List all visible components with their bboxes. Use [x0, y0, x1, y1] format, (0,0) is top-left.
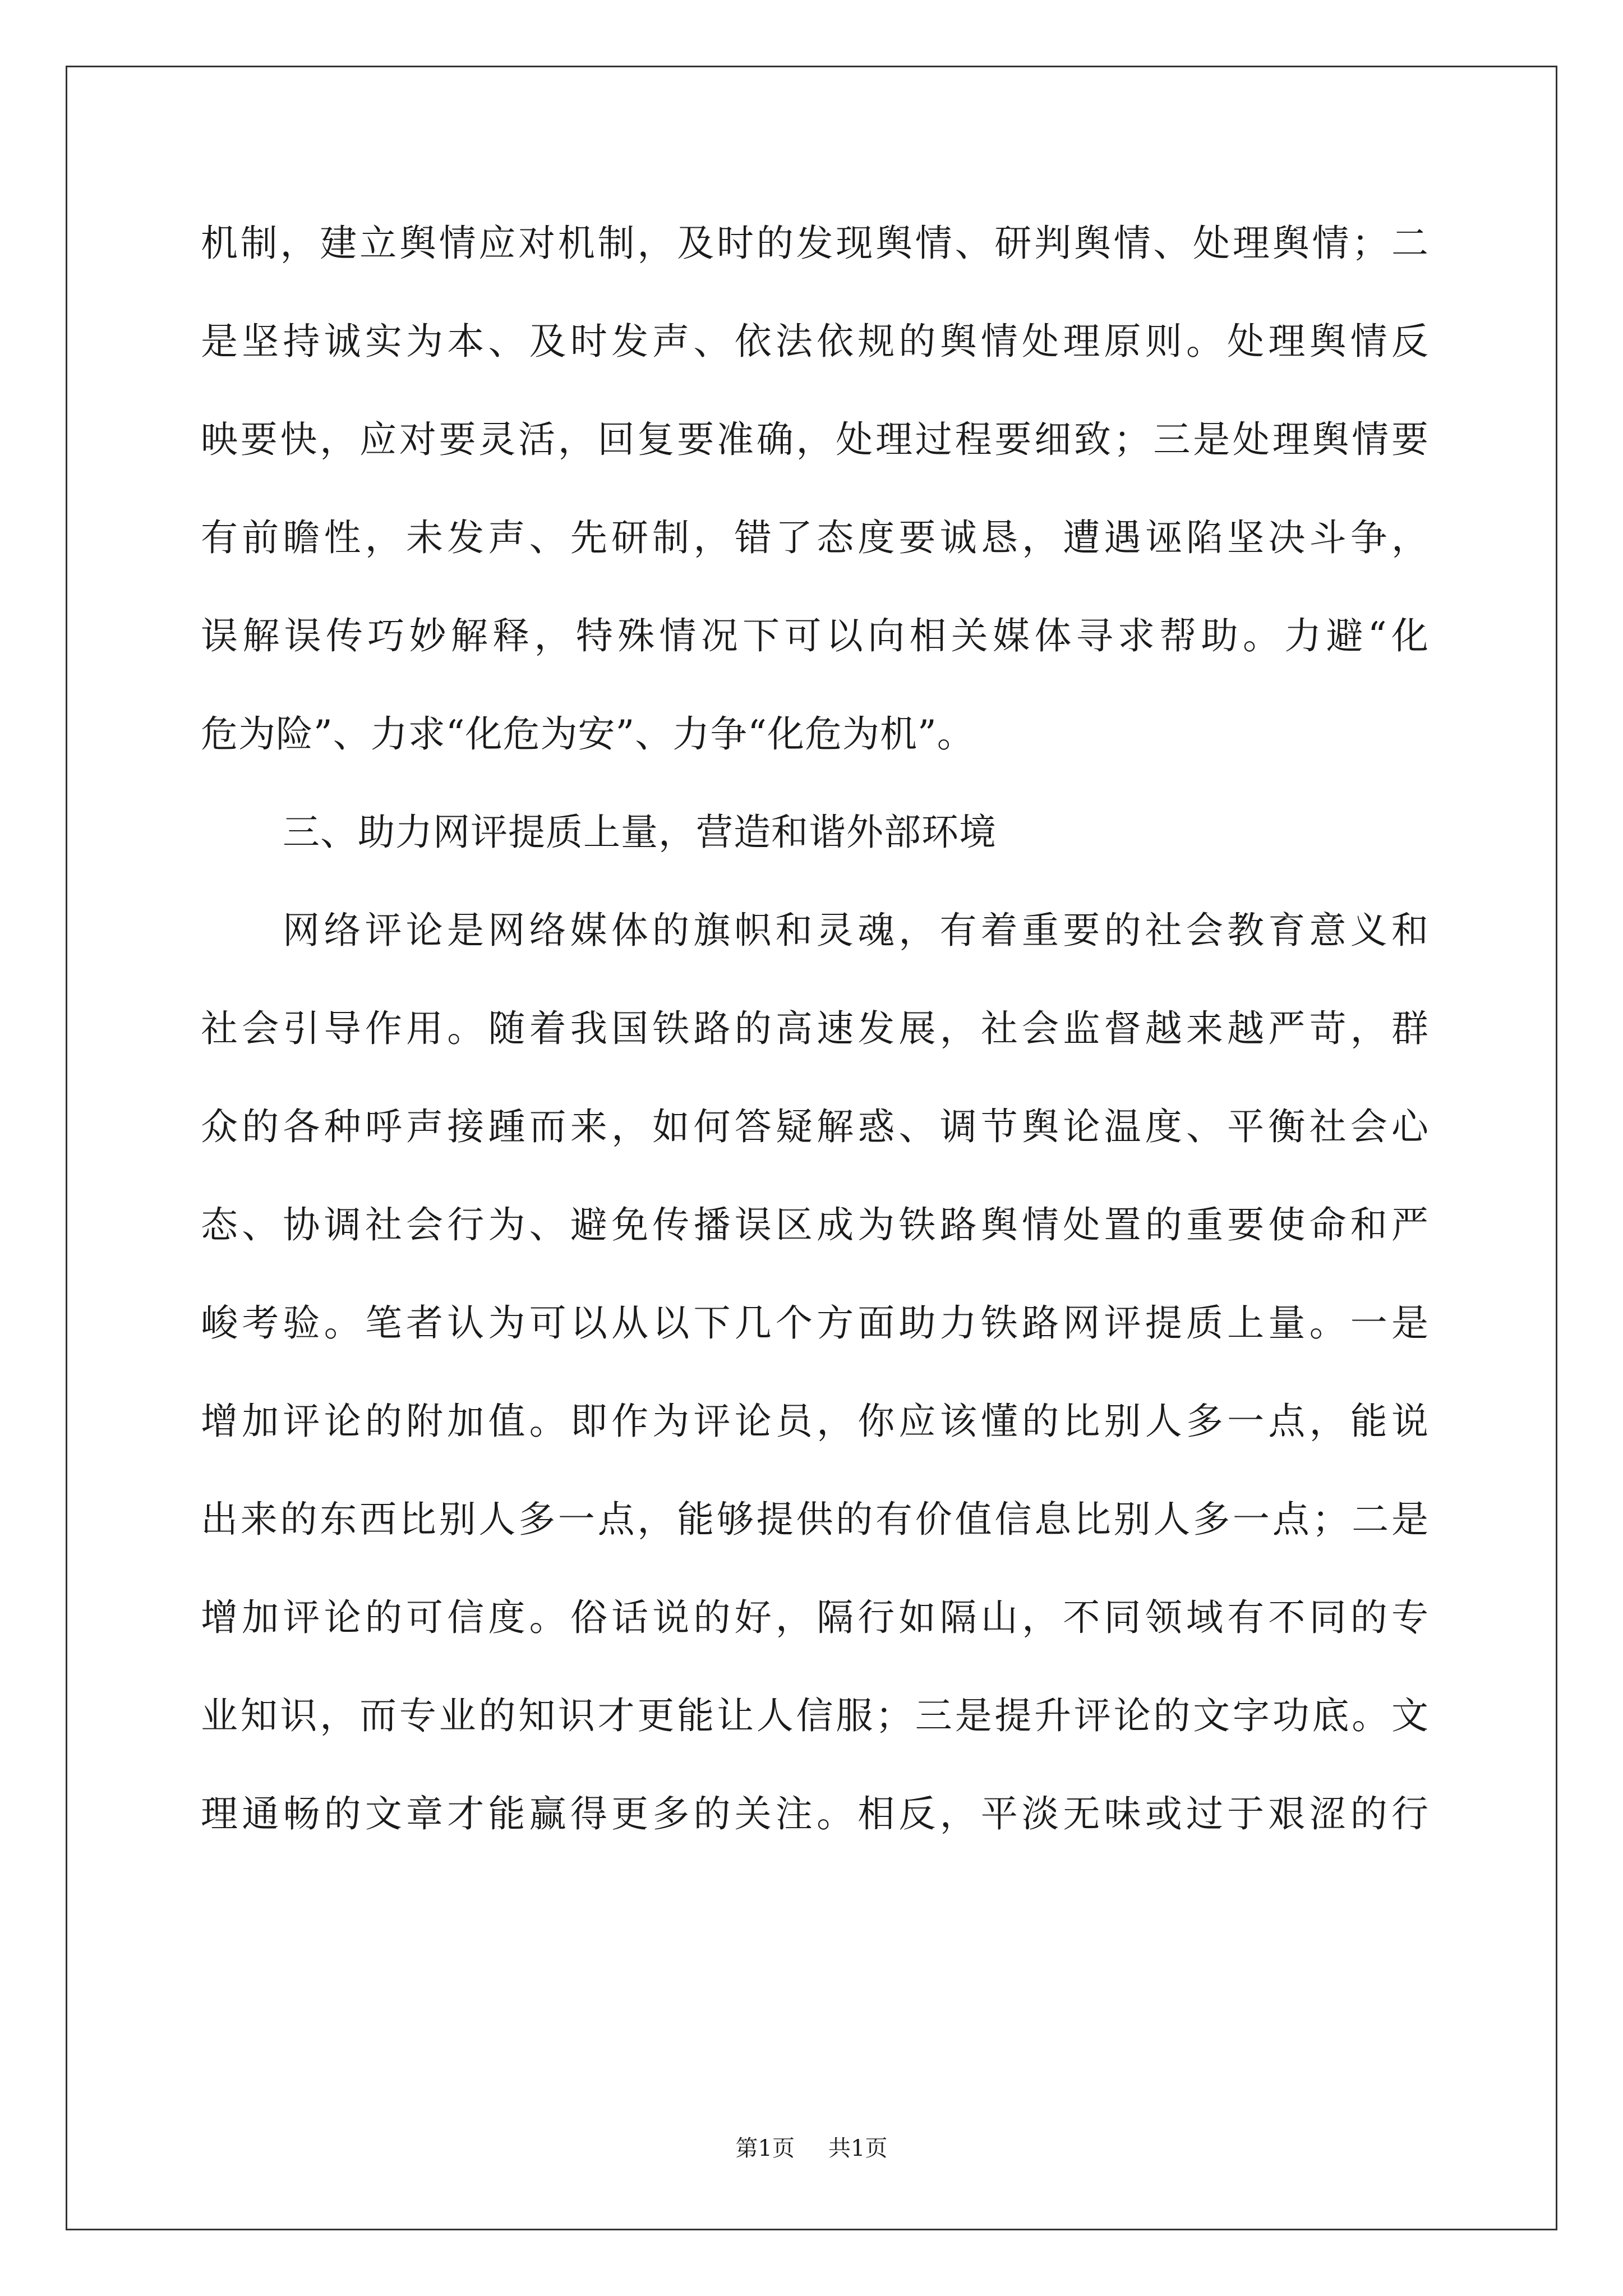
body-line: 增加评论的可信度。俗话说的好，隔行如隔山，不同领域有不同的专	[201, 1596, 1429, 1639]
body-line: 危为险”、力求“化危为安”、力争“化危为机”。	[201, 712, 975, 756]
page-footer	[0, 2132, 1623, 2165]
section-heading: 三、助力网评提质上量，营造和谐外部环境	[283, 811, 997, 854]
page-number: 第1页	[735, 2136, 795, 2161]
body-line: 众的各种呼声接踵而来，如何答疑解惑、调节舆论温度、平衡社会心	[201, 1105, 1429, 1148]
document-body	[201, 194, 1429, 1863]
body-line: 社会引导作用。随着我国铁路的高速发展，社会监督越来越严苛，群	[201, 1007, 1429, 1050]
body-line: 业知识，而专业的知识才更能让人信服；三是提升评论的文字功底。文	[201, 1694, 1429, 1737]
body-line: 误解误传巧妙解释，特殊情况下可以向相关媒体寻求帮助。力避“化	[201, 614, 1429, 657]
body-line: 出来的东西比别人多一点，能够提供的有价值信息比别人多一点；二是	[201, 1498, 1429, 1541]
body-line: 峻考验。笔者认为可以从以下几个方面助力铁路网评提质上量。一是	[201, 1301, 1429, 1345]
body-line: 态、协调社会行为、避免传播误区成为铁路舆情处置的重要使命和严	[201, 1203, 1429, 1246]
body-line: 增加评论的附加值。即作为评论员，你应该懂的比别人多一点，能说	[201, 1400, 1429, 1443]
body-line: 有前瞻性，未发声、先研制，错了态度要诚恳，遭遇诬陷坚决斗争，	[201, 516, 1429, 559]
total-pages: 共1页	[828, 2136, 888, 2161]
body-line: 理通畅的文章才能赢得更多的关注。相反，平淡无味或过于艰涩的行	[201, 1792, 1429, 1835]
body-line: 映要快，应对要灵活，回复要准确，处理过程要细致；三是处理舆情要	[201, 418, 1429, 461]
paragraph-first-line: 网络评论是网络媒体的旗帜和灵魂，有着重要的社会教育意义和	[283, 909, 1429, 952]
body-line: 是坚持诚实为本、及时发声、依法依规的舆情处理原则。处理舆情反	[201, 320, 1429, 363]
body-line: 机制，建立舆情应对机制，及时的发现舆情、研判舆情、处理舆情；二	[201, 222, 1429, 265]
